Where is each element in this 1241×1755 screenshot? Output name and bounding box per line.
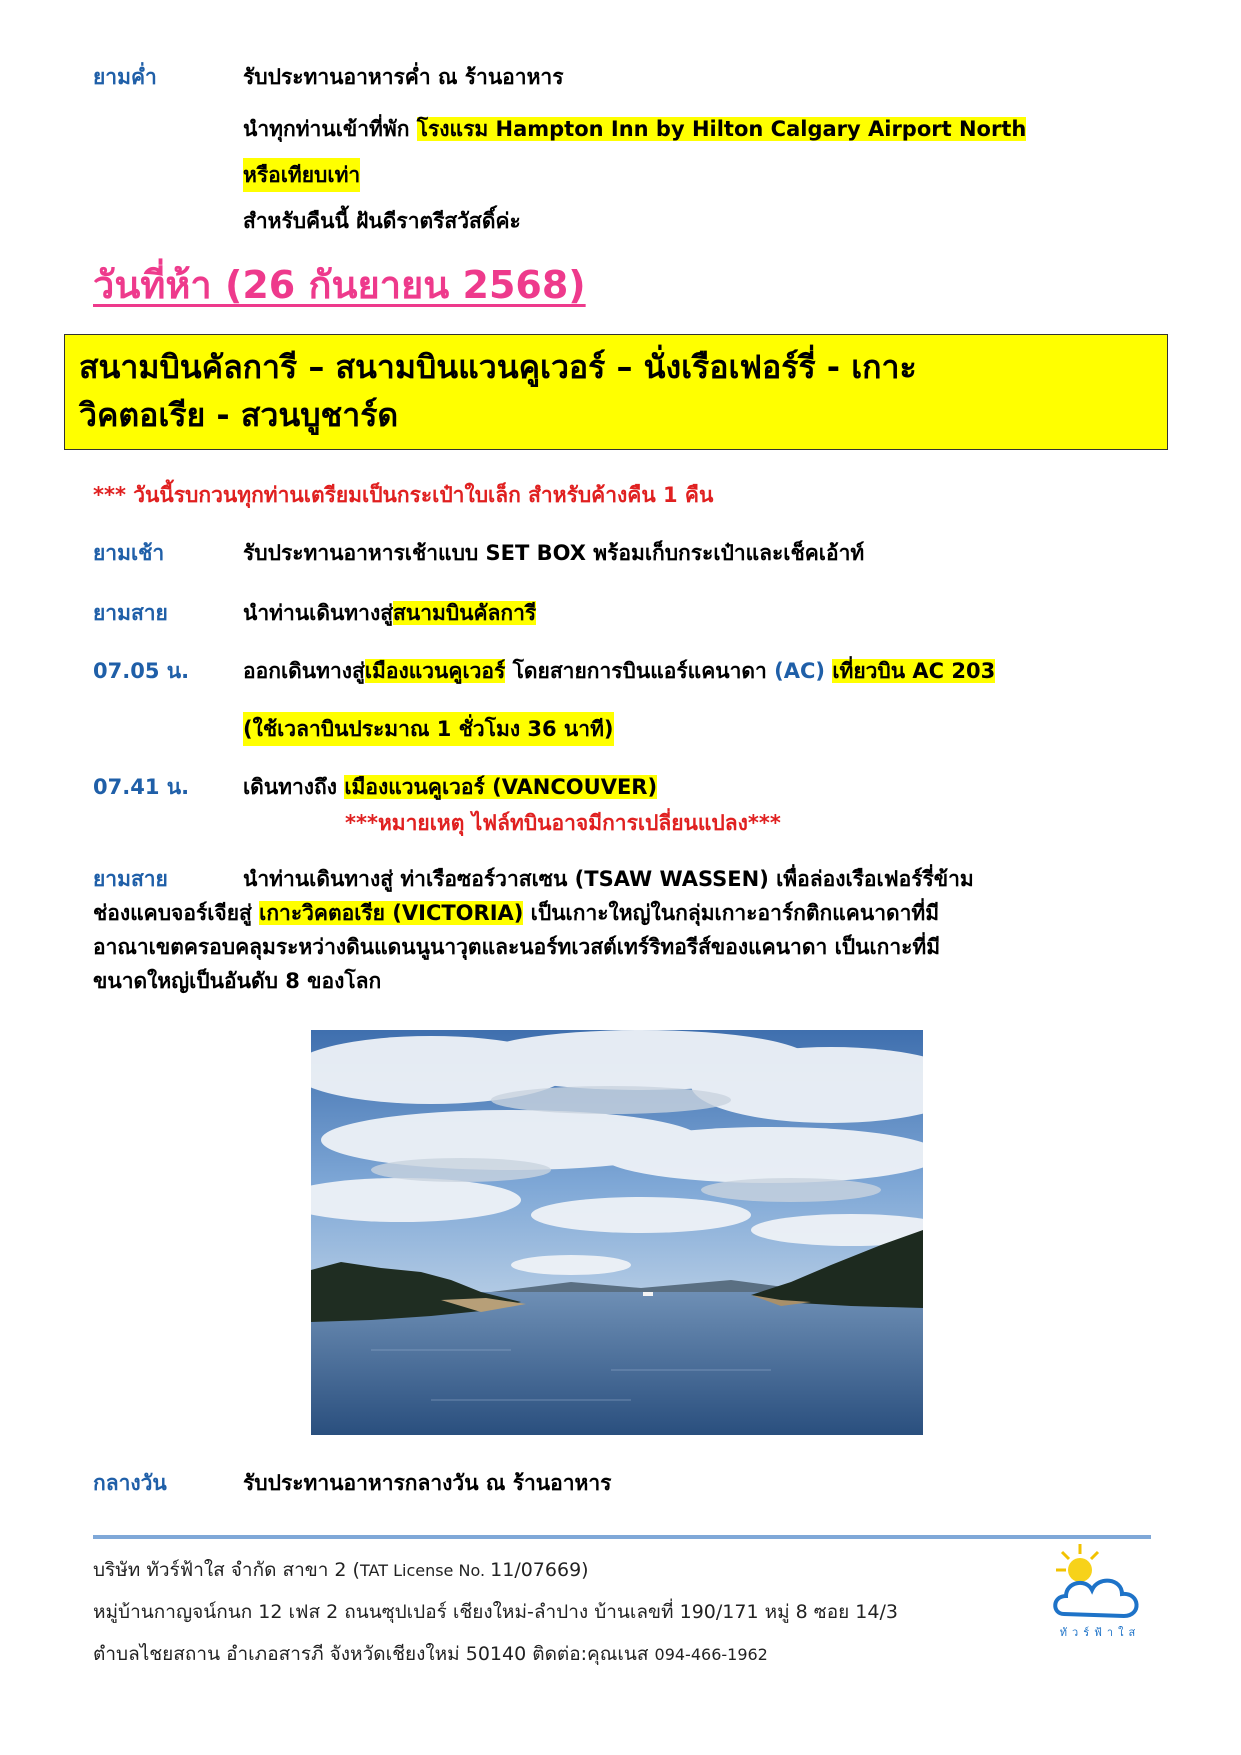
lunch-text: รับประทานอาหารกลางวัน ณ ร้านอาหาร: [243, 1471, 612, 1495]
logo-text: ทัวร์ฟ้าใส: [1059, 1626, 1141, 1639]
footer-phone: 094-466-1962: [654, 1645, 768, 1664]
footer-license-label: TAT License No.: [359, 1561, 491, 1580]
hotel-alt: หรือเทียบเท่า: [243, 158, 360, 192]
company-logo: [1050, 1540, 1150, 1640]
ferry-label: ยามสาย: [93, 867, 168, 891]
day-title: วันที่ห้า (26 กันยายน 2568): [93, 263, 586, 307]
ferry-paragraph: [93, 862, 1153, 998]
footer-company: บริษัท ทัวร์ฟ้าใส จำกัด สาขา 2 (: [93, 1559, 360, 1581]
ferry-text2-suffix: เป็นเกาะใหญ่ในกลุ่มเกาะอาร์กติกแคนาดาที่มี: [523, 901, 940, 925]
victoria-strait-photo: [311, 1030, 923, 1435]
lunch-label: กลางวัน: [93, 1471, 167, 1495]
late-morning-text: [243, 596, 1181, 630]
photo-illustration: [311, 1030, 923, 1435]
depart-prefix: ออกเดินทางสู่: [243, 659, 365, 683]
ferry-text3: อาณาเขตครอบคลุมระหว่างดินแดนนูนาวุตและนอร์ทเวสต์เทร์ริทอรีส์ของแคนาดา เป็นเกาะที่มี: [93, 935, 941, 959]
ferry-text1: นำท่านเดินทางสู่ ท่าเรือซอร์วาสเซน (TSAW WASSEN) เพื่อล่องเรือเฟอร์รี่ข้าม: [243, 867, 974, 891]
hotel-name: โรงแรม Hampton Inn by Hilton Calgary Airport North: [416, 117, 1027, 141]
depart-city: เมืองแวนคูเวอร์: [364, 659, 506, 683]
footer-line1: [93, 1556, 589, 1585]
route-title-box: [64, 334, 1168, 450]
ferry-line1: [93, 862, 1153, 896]
ferry-text4: ขนาดใหญ่เป็นอันดับ 8 ของโลก: [93, 969, 382, 993]
calgary-airport: สนามบินคัลการี: [393, 601, 537, 625]
arrive-prefix: เดินทางถึง: [243, 775, 345, 799]
morning-text: รับประทานอาหารเช้าแบบ SET BOX พร้อมเก็บกระเป๋าและเช็คเอ้าท์: [243, 541, 865, 565]
depart-text: [243, 654, 1181, 688]
arrive-text: [243, 770, 1181, 804]
goodnight-text: สำหรับคืนนี้ ฝันดีราตรีสวัสดิ์ค่ะ: [243, 209, 521, 233]
ferry-text2-prefix: ช่องแคบจอร์เจียสู่: [93, 901, 260, 925]
hotel-prefix: นำทุกท่านเข้าที่พัก: [243, 117, 417, 141]
dinner-label: ยามค่ำ: [93, 65, 157, 89]
hotel-line: [243, 112, 1181, 146]
footer-license-number: 11/07669): [490, 1559, 589, 1581]
notice: *** วันนี้รบกวนทุกท่านเตรียมเป็นกระเป๋าใบเล็ก สำหรับค้างคืน 1 คืน: [93, 483, 714, 507]
morning-label: ยามเช้า: [93, 541, 165, 565]
airline-code: (AC): [774, 659, 825, 683]
arrive-time: 07.41 น.: [93, 775, 190, 799]
depart-time: 07.05 น.: [93, 659, 190, 683]
late-morning-prefix: นำท่านเดินทางสู่: [243, 601, 394, 625]
route-title-line1: สนามบินคัลการี – สนามบินแวนคูเวอร์ – นั่งเรือเฟอร์รี่ - เกาะ: [79, 348, 917, 386]
sun-cloud-icon: [1050, 1540, 1150, 1640]
late-morning-label: ยามสาย: [93, 601, 168, 625]
dinner-text: รับประทานอาหารค่ำ ณ ร้านอาหาร: [243, 65, 564, 89]
ferry-line2: [93, 896, 1153, 930]
footer-location: ตำบลไชยสถาน อำเภอสารภี จังหวัดเชียงใหม่ 50140 ติดต่อ:คุณเนส: [93, 1643, 655, 1665]
footer-divider: [93, 1535, 1151, 1539]
route-title-line2: วิคตอเรีย - สวนบูชาร์ด: [79, 396, 399, 434]
victoria-island: เกาะวิคตอเรีย (VICTORIA): [259, 901, 524, 925]
depart-middle: โดยสายการบินแอร์แคนาดา: [505, 659, 775, 683]
footer-address: หมู่บ้านกาญจน์กนก 12 เฟส 2 ถนนซุปเปอร์ เชียงใหม่-ลำปาง บ้านเลขที่ 190/171 หมู่ 8 ซอย 14/3: [93, 1601, 898, 1623]
flight-remark: ***หมายเหตุ ไฟล์ทบินอาจมีการเปลี่ยนแปลง***: [345, 811, 781, 835]
flight-duration: (ใช้เวลาบินประมาณ 1 ชั่วโมง 36 นาที): [243, 712, 614, 746]
arrive-city: เมืองแวนคูเวอร์ (VANCOUVER): [344, 775, 658, 799]
footer-line3: [93, 1640, 768, 1669]
flight-number: เที่ยวบิน AC 203: [832, 659, 996, 683]
